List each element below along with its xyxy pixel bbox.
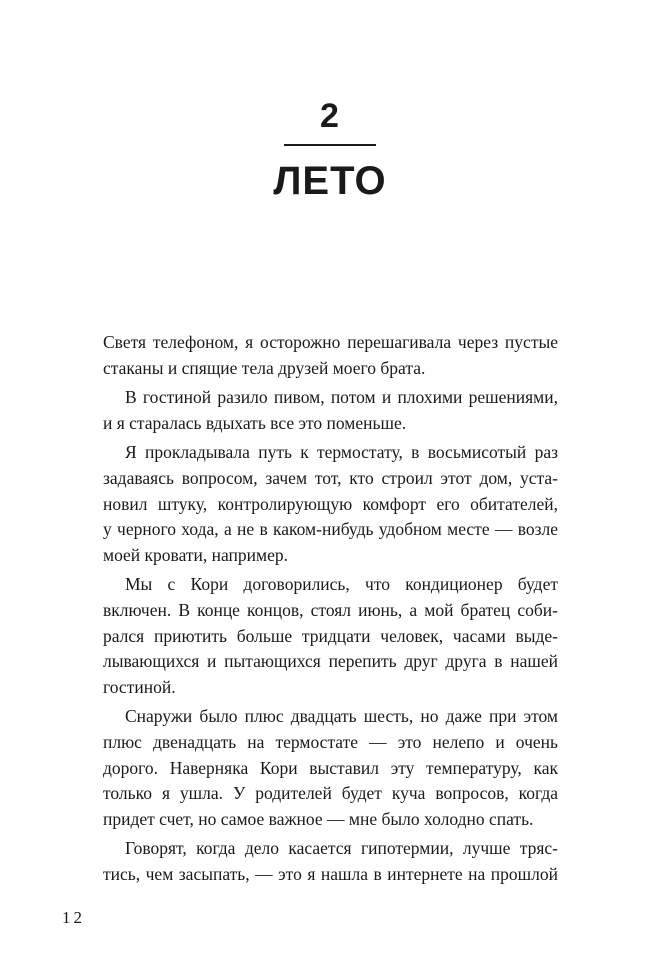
paragraph	[103, 440, 558, 568]
text-line: дорого. Наверняка Кори выставил эту температуру, как	[103, 757, 558, 778]
chapter-title: ЛЕТО	[273, 159, 387, 203]
chapter-header	[0, 96, 660, 204]
text-line: Говорят, когда дело касается гипотермии, лучше тряс-	[125, 838, 558, 859]
chapter-divider	[284, 144, 376, 146]
text-line: рался приютить больше тридцати человек, часами выде-	[103, 625, 558, 646]
text-line: лывающихся и пытающихся перепить друг друга в нашей	[103, 651, 558, 672]
text-line: и я старалась вдыхать все это поменьше.	[103, 412, 407, 433]
paragraph	[103, 572, 558, 700]
chapter-number: 2	[320, 97, 340, 135]
text-line: моей кровати, например.	[103, 544, 289, 565]
text-line: плюс двенадцать на термостате — это нелепо и очень	[103, 731, 558, 752]
paragraph	[103, 385, 558, 436]
paragraph	[103, 330, 558, 381]
text-line: Светя телефоном, я осторожно перешагивала через пустые	[103, 332, 558, 352]
body-text	[103, 330, 558, 891]
text-line: Снаружи было плюс двадцать шесть, но даже при этом	[125, 706, 558, 727]
text-line: стаканы и спящие тела друзей моего брата.	[103, 357, 426, 378]
text-line: придет счет, но самое важное — мне было холодно спать.	[103, 808, 534, 829]
text-line: новил штуку, контролирующую комфорт его обитателей,	[103, 493, 558, 514]
text-line: Я прокладывала путь к термостату, в восьмисотый раз	[125, 442, 558, 463]
page-number: 12	[62, 908, 85, 927]
text-line: включен. В конце концов, стоял июнь, а мой братец соби-	[103, 599, 558, 620]
text-line: у черного хода, а не в каком-нибудь удобном месте — возле	[103, 519, 558, 540]
paragraph	[103, 704, 558, 832]
text-line: В гостиной разило пивом, потом и плохими решениями,	[125, 387, 558, 408]
paragraph	[103, 836, 558, 887]
text-line: тись, чем засыпать, — это я нашла в интернете на прошлой	[103, 863, 558, 884]
text-line: гостиной.	[103, 676, 176, 697]
text-line: Мы с Кори договорились, что кондиционер будет	[125, 574, 558, 595]
text-line: только я ушла. У родителей будет куча вопросов, когда	[103, 783, 558, 804]
text-line: задаваясь вопросом, зачем тот, кто строил этот дом, уста-	[103, 467, 558, 488]
